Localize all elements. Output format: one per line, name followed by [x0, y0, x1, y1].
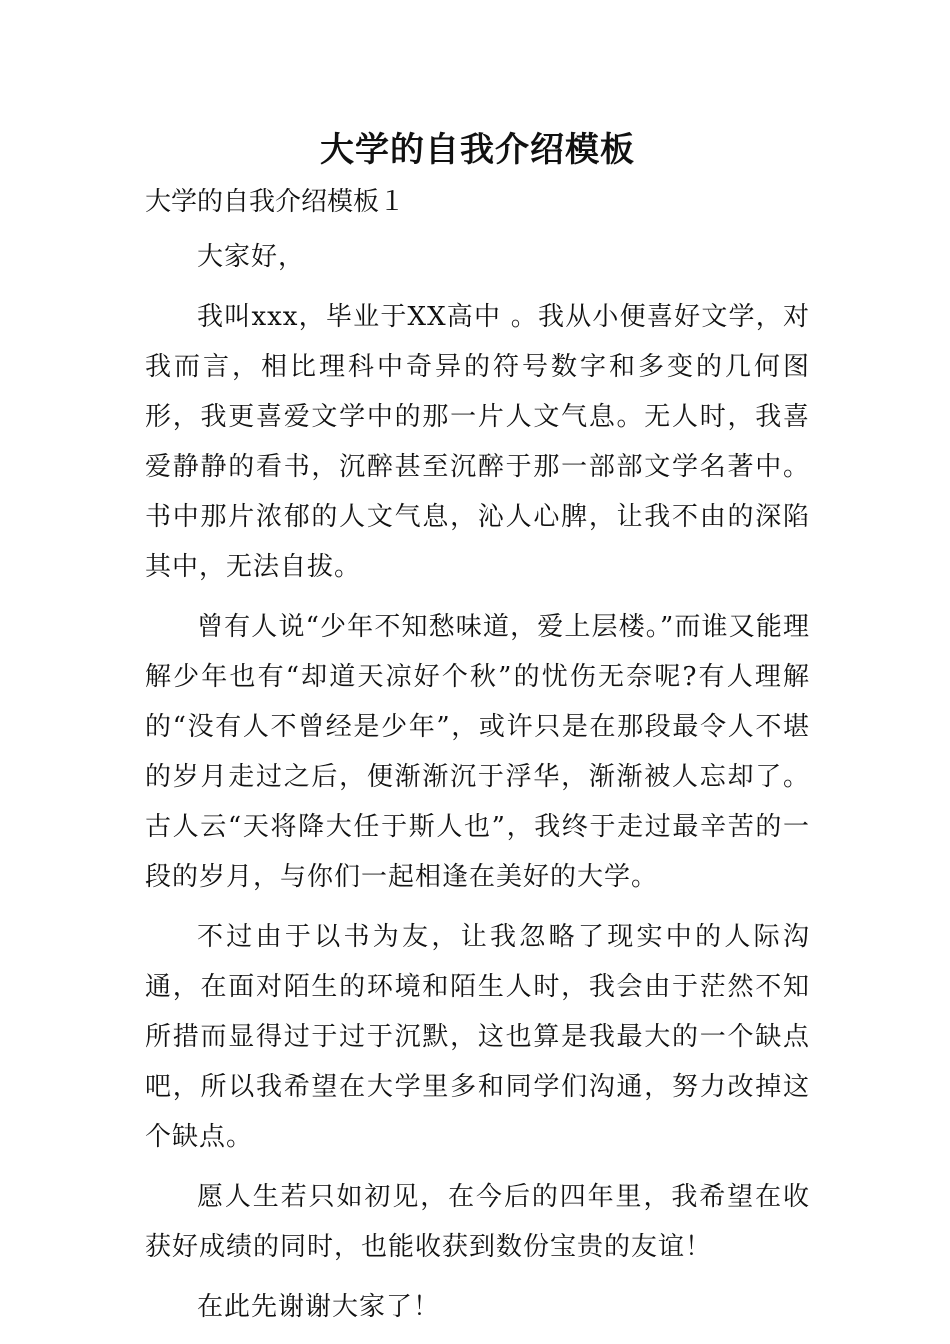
document-title: 大学的自我介绍模板 — [320, 130, 635, 170]
document-subtitle: 大学的自我介绍模板１ — [145, 187, 406, 217]
paragraph-greeting: 大家好， — [197, 242, 306, 272]
paragraph-youth: 曾有人说“少年不知愁味道，爱上层楼。”而谁又能理解少年也有“却道天凉好个秋”的忧伤无奈呢?有人理解的“没有人不曾经是少年”，或许只是在那段最令人不堪的岁月走过之后，便渐渐沉于浮华，渐渐被人忘却了。古人云“天将降大任于斯人也”，我终于走过最辛苦的一段的岁月，与你们一起相逢在美好的大学。 — [145, 612, 810, 892]
paragraph-thanks: 在此先谢谢大家了！ — [197, 1292, 441, 1322]
paragraph-intro: 我叫xxx，毕业于XX高中 。我从小便喜好文学，对我而言，相比理科中奇异的符号数字和多变的几何图形，我更喜爱文学中的那一片人文气息。无人时，我喜爱静静的看书，沉醉甚至沉醉于那一部部文学名著中。书中那片浓郁的人文气息，沁人心脾，让我不由的深陷其中，无法自拔。 — [145, 302, 810, 582]
paragraph-shortcoming: 不过由于以书为友，让我忽略了现实中的人际沟通，在面对陌生的环境和陌生人时，我会由于茫然不知所措而显得过于过于沉默，这也算是我最大的一个缺点吧，所以我希望在大学里多和同学们沟通，努力改掉这个缺点。 — [145, 922, 810, 1152]
paragraph-hope: 愿人生若只如初见，在今后的四年里，我希望在收获好成绩的同时，也能收获到数份宝贵的友谊！ — [145, 1182, 810, 1262]
